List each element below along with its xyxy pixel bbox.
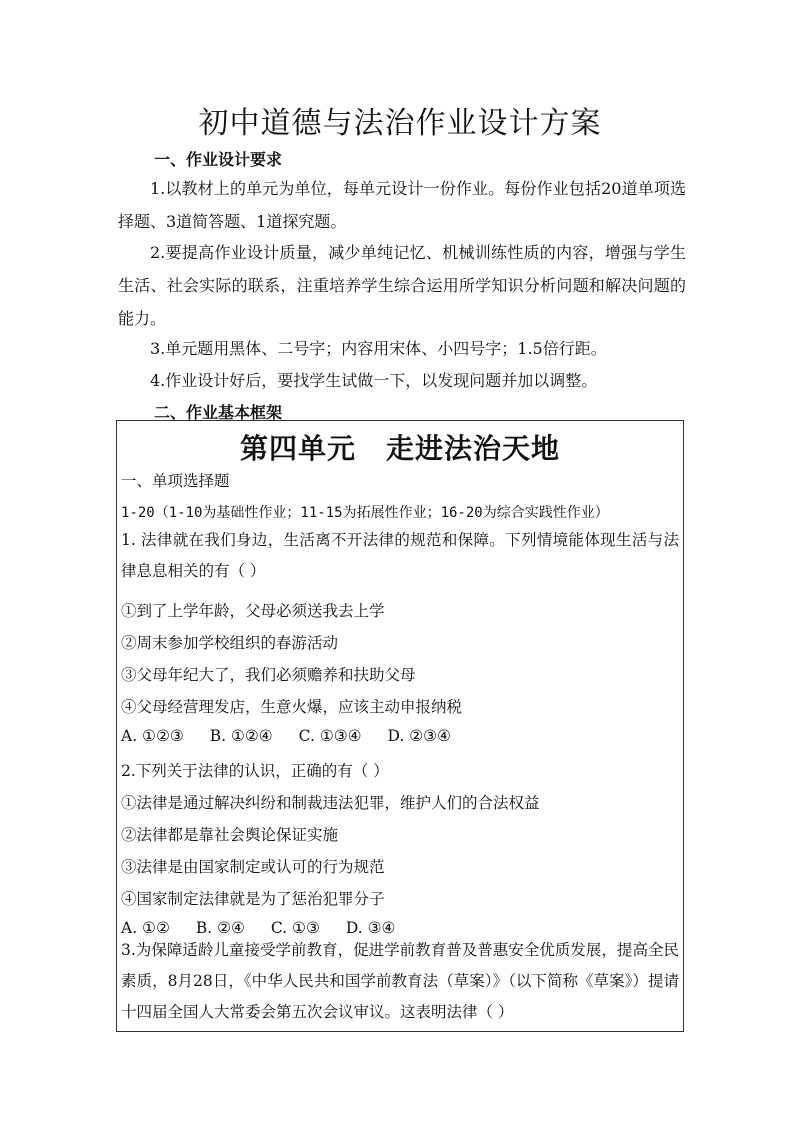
question-2-stem: 2.下列关于法律的认识，正确的有（ ） <box>121 762 389 780</box>
question-1-statement-4: ④父母经营理发店，生意火爆，应该主动申报纳税 <box>121 698 463 716</box>
option-d: D. ③④ <box>345 919 396 937</box>
question-type-heading: 一、单项选择题 <box>121 472 230 490</box>
option-b: B. ①②④ <box>209 727 273 745</box>
requirement-item-1: 1.以教材上的单元为单位，每单元设计一份作业。每份作业包括20道单项选择题、3道简答题、1道探究题。 <box>118 179 686 231</box>
question-1-statement-1: ①到了上学年龄，父母必须送我去上学 <box>121 602 385 620</box>
option-a: A. ①②③ <box>121 727 184 745</box>
section-heading-requirements: 一、作业设计要求 <box>154 150 283 169</box>
requirement-item-4: 4.作业设计好后，要找学生试做一下，以发现问题并加以调整。 <box>150 371 598 390</box>
option-a: A. ①② <box>121 919 170 937</box>
question-1-statement-2: ②周末参加学校组织的春游活动 <box>121 634 339 652</box>
question-1-options <box>121 727 679 745</box>
question-2-statement-1: ①法律是通过解决纠纷和制裁违法犯罪，维护人们的合法权益 <box>121 794 540 812</box>
unit-number: 第四单元 <box>239 432 356 465</box>
question-2-statement-4: ④国家制定法律就是为了惩治犯罪分子 <box>121 890 385 908</box>
option-c: C. ①③④ <box>298 727 362 745</box>
section-heading-framework: 二、作业基本框架 <box>154 403 283 422</box>
question-1-statement-3: ③父母年纪大了，我们必须赡养和扶助父母 <box>121 666 416 684</box>
requirement-item-2: 2.要提高作业设计质量，减少单纯记忆、机械训练性质的内容，增强与学生生活、社会实际的联系，注重培养学生综合运用所学知识分析问题和解决问题的能力。 <box>118 243 686 328</box>
question-range-note: 1-20（1-10为基础性作业；11-15为拓展性作业；16-20为综合实践性作业） <box>121 505 609 521</box>
unit-framework-box <box>116 420 684 1032</box>
question-2-statement-3: ③法律是由国家制定或认可的行为规范 <box>121 858 385 876</box>
question-1-stem: 1. 法律就在我们身边，生活离不开法律的规范和保障。下列情境能体现生活与法律息息相关的有（ ） <box>121 531 679 580</box>
option-b: B. ②④ <box>195 919 245 937</box>
option-d: D. ②③④ <box>387 727 451 745</box>
page-title: 初中道德与法治作业设计方案 <box>198 106 602 141</box>
option-c: C. ①③ <box>270 919 320 937</box>
requirement-item-3: 3.单元题用黑体、二号字；内容用宋体、小四号字；1.5倍行距。 <box>150 339 607 358</box>
question-3-stem: 3.为保障适龄儿童接受学前教育，促进学前教育普及普惠安全优质发展，提高全民素质，8月28日，《中华人民共和国学前教育法（草案）》（以下简称《草案》）提请十四届全国人大常委会第五次会议审议。这表明法律（ ） <box>121 941 679 1021</box>
unit-name: 走进法治天地 <box>386 432 561 465</box>
unit-title <box>117 427 683 467</box>
question-2-statement-2: ②法律都是靠社会舆论保证实施 <box>121 826 339 844</box>
